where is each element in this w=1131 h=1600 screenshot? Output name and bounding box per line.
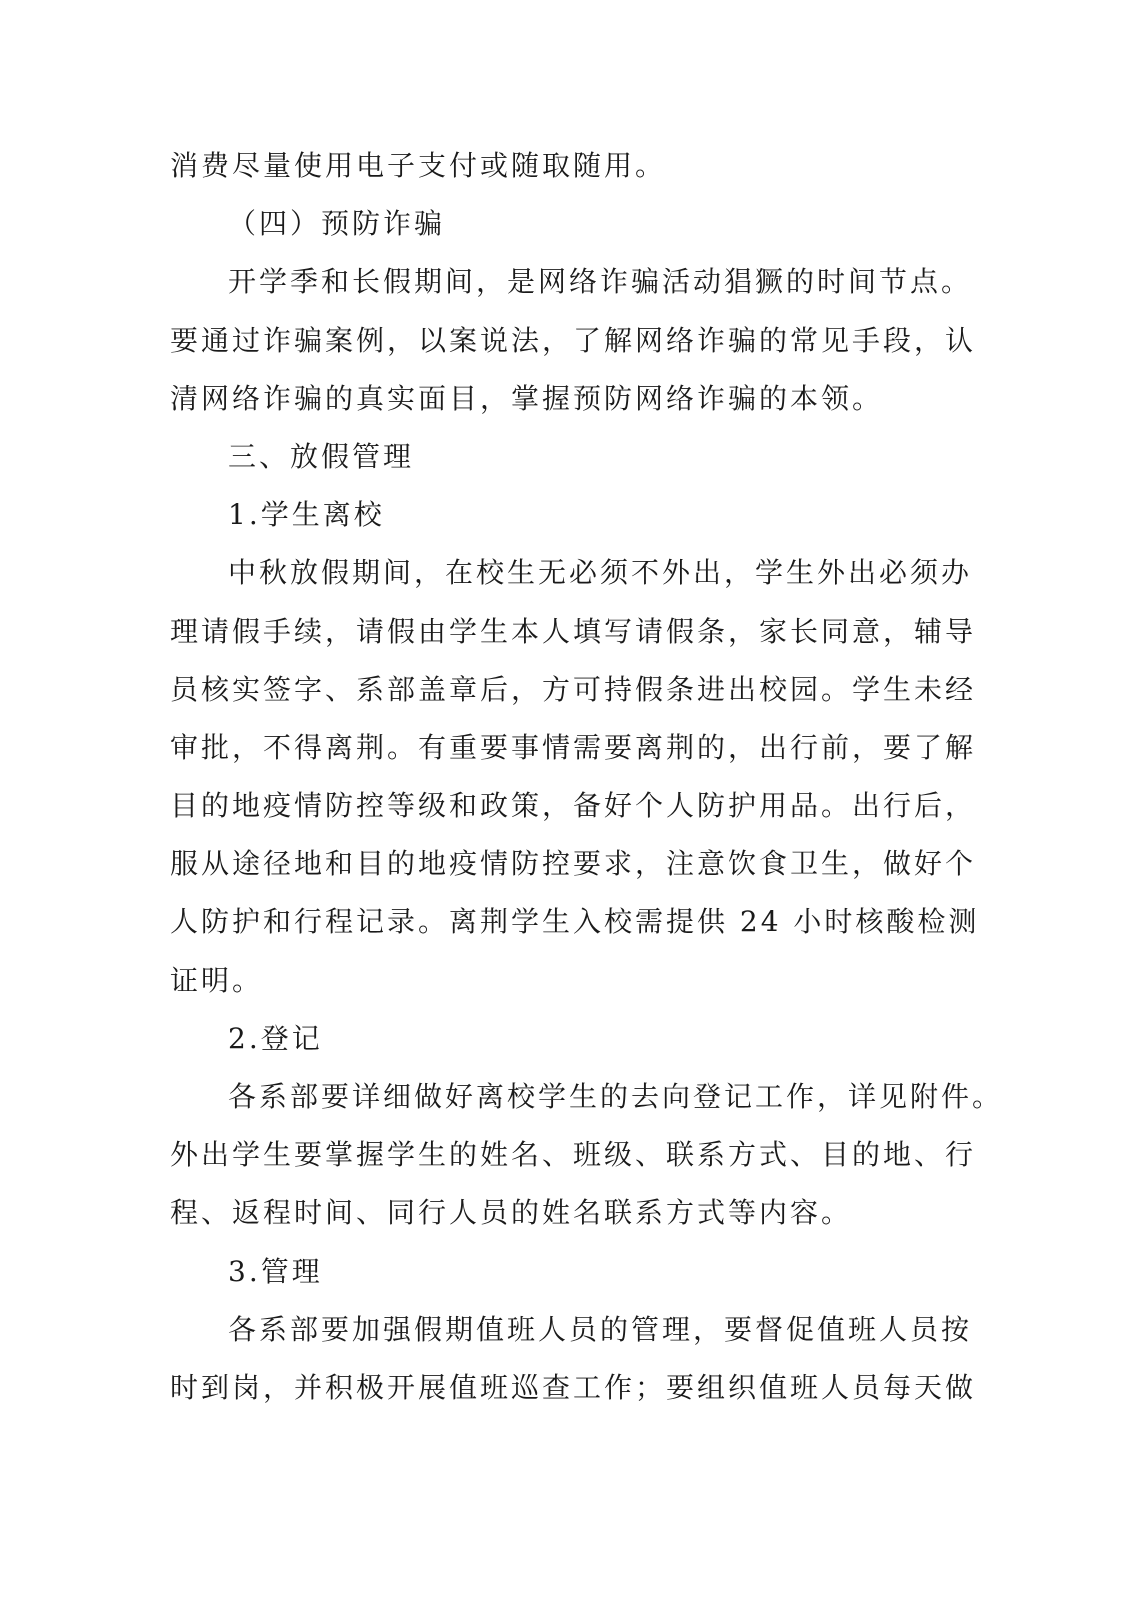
paragraph-line: 要通过诈骗案例，以案说法，了解网络诈骗的常见手段，认 bbox=[170, 323, 977, 357]
section-heading-holiday-management: 三、放假管理 bbox=[228, 439, 415, 473]
paragraph-line: 时到岗，并积极开展值班巡查工作；要组织值班人员每天做 bbox=[170, 1370, 977, 1404]
paragraph-line: 人防护和行程记录。离荆学生入校需提供 24 小时核酸检测 bbox=[170, 905, 980, 939]
paragraph-line: 程、返程时间、同行人员的姓名联系方式等内容。 bbox=[170, 1196, 853, 1230]
subheading-management: 3.管理 bbox=[228, 1254, 323, 1288]
paragraph-line: 外出学生要掌握学生的姓名、班级、联系方式、目的地、行 bbox=[170, 1138, 977, 1172]
subheading-student-leave: 1.学生离校 bbox=[228, 498, 385, 532]
paragraph-line: 中秋放假期间，在校生无必须不外出，学生外出必须办 bbox=[228, 556, 973, 590]
paragraph-line: 证明。 bbox=[170, 963, 264, 997]
paragraph-line: 消费尽量使用电子支付或随取随用。 bbox=[170, 149, 667, 182]
paragraph-line: 开学季和长假期间，是网络诈骗活动猖獗的时间节点。 bbox=[228, 265, 973, 299]
paragraph-line: 清网络诈骗的真实面目，掌握预防网络诈骗的本领。 bbox=[170, 381, 884, 415]
paragraph-line: 审批，不得离荆。有重要事情需要离荆的，出行前，要了解 bbox=[170, 730, 977, 764]
paragraph-line: 目的地疫情防控等级和政策，备好个人防护用品。出行后， bbox=[170, 789, 977, 823]
document-body bbox=[170, 137, 1004, 1417]
subheading-registration: 2.登记 bbox=[228, 1021, 323, 1055]
section-heading-prevent-fraud: （四）预防诈骗 bbox=[228, 207, 446, 241]
paragraph-line: 员核实签字、系部盖章后，方可持假条进出校园。学生未经 bbox=[170, 672, 977, 706]
paragraph-line: 理请假手续，请假由学生本人填写请假条，家长同意，辅导 bbox=[170, 614, 977, 648]
paragraph-line: 各系部要详细做好离校学生的去向登记工作，详见附件。 bbox=[228, 1080, 1004, 1113]
paragraph-line: 服从途径地和目的地疫情防控要求，注意饮食卫生，做好个 bbox=[170, 847, 977, 881]
paragraph-line: 各系部要加强假期值班人员的管理，要督促值班人员按 bbox=[228, 1312, 973, 1346]
